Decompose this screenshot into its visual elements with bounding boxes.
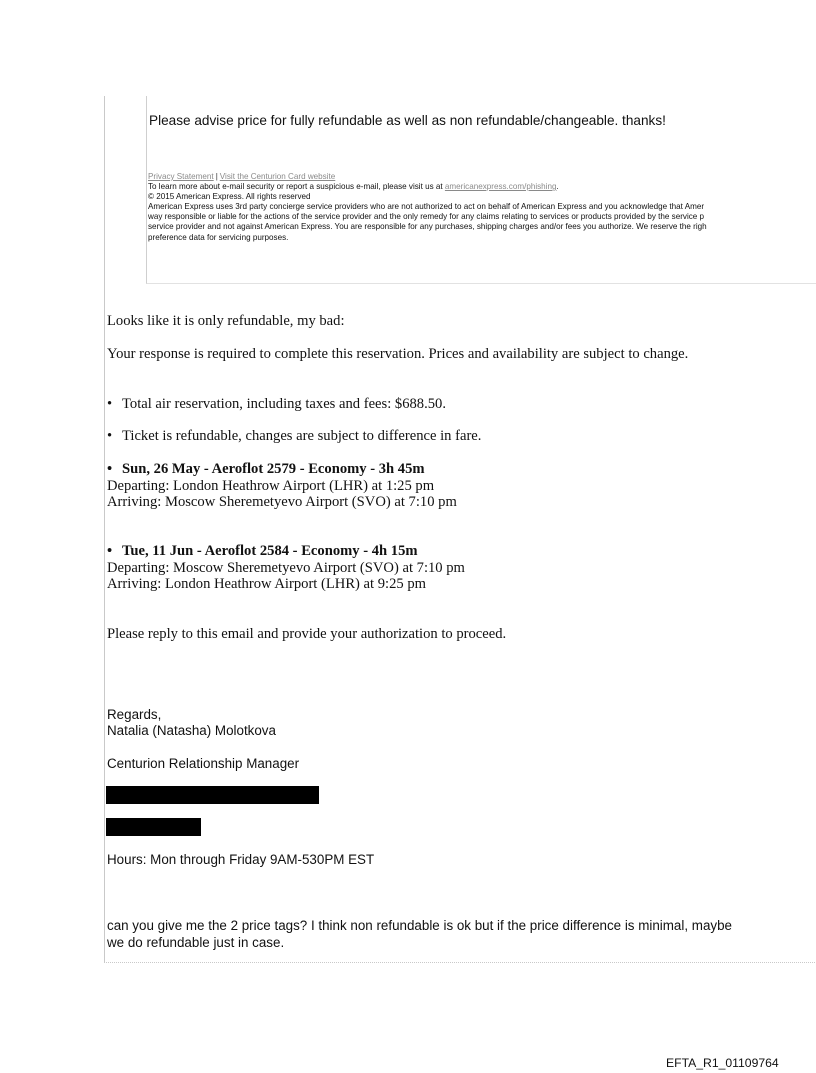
quoted-request-text: Please advise price for fully refundable as well as non refundable/changeable. thanks! (149, 113, 666, 128)
legal-disclaimer-line: preference data for servicing purposes. (148, 232, 289, 242)
legal-disclaimer-line: way responsible or liable for the actions of the service provider and the only remedy for any claims relating to services or products provided by the service p (148, 212, 705, 222)
bullet-icon: • (107, 396, 113, 412)
flight-return (107, 543, 465, 593)
legal-links (148, 172, 816, 182)
bullet-icon: • (107, 461, 113, 477)
flight-heading: Sun, 26 May - Aeroflot 2579 - Economy - 3h 45m (122, 461, 425, 477)
refund-note-item (107, 428, 481, 445)
flight-arriving: Arriving: London Heathrow Airport (LHR) at 9:25 pm (107, 576, 426, 592)
signature-regards: Regards, (107, 707, 162, 722)
reply-intro: Looks like it is only refundable, my bad: (107, 313, 345, 329)
flight-arriving: Arriving: Moscow Sheremetyevo Airport (SVO) at 7:10 pm (107, 494, 457, 510)
bullet-icon: • (107, 428, 113, 444)
link-separator: | (215, 172, 218, 181)
flight-departing: Departing: Moscow Sheremetyevo Airport (SVO) at 7:10 pm (107, 559, 465, 576)
legal-security-text: To learn more about e-mail security or report a suspicious e-mail, please visit us at (148, 182, 445, 192)
flight-departing: Departing: London Heathrow Airport (LHR) at 1:25 pm (107, 477, 435, 494)
flight-heading: Tue, 11 Jun - Aeroflot 2584 - Economy - 4h 15m (122, 543, 418, 559)
document-id: EFTA_R1_01109764 (666, 1056, 779, 1070)
authorization-request: Please reply to this email and provide your authorization to proceed. (107, 626, 507, 642)
phishing-link[interactable]: americanexpress.com/phishing (444, 182, 557, 192)
legal-disclaimer-line: American Express uses 3rd party concierge service providers who are not authorized to act on behalf of American Express and you acknowledge that Amer (148, 202, 705, 212)
legal-security-line (148, 182, 816, 192)
signature-hours: Hours: Mon through Friday 9AM-530PM EST (107, 852, 375, 867)
legal-footer (148, 172, 816, 243)
redaction-bar (106, 786, 319, 804)
redaction-bar (106, 818, 201, 836)
bullet-icon: • (107, 543, 113, 559)
privacy-statement-link[interactable]: Privacy Statement (148, 172, 214, 181)
legal-security-suffix: . (556, 182, 559, 192)
earlier-message: can you give me the 2 price tags? I think non refundable is ok but if the price difference is minimal, maybe we do refundable just in case. (107, 918, 732, 950)
total-price-text: Total air reservation, including taxes and fees: $688.50. (122, 396, 446, 412)
signature-name: Natalia (Natasha) Molotkova (107, 723, 276, 738)
total-price-item (107, 396, 446, 413)
signature-title: Centurion Relationship Manager (107, 756, 300, 771)
response-required-text: Your response is required to complete this reservation. Prices and availability are subject to change. (107, 346, 689, 362)
legal-disclaimer-line: service provider and not against American Express. You are responsible for any purchases, shipping charges and/or fees you authorize. We reserve the righ (148, 222, 707, 232)
refund-note-text: Ticket is refundable, changes are subject to difference in fare. (122, 428, 482, 444)
legal-copyright: © 2015 American Express. All rights reserved (148, 192, 311, 202)
flight-outbound (107, 461, 457, 511)
centurion-website-link[interactable]: Visit the Centurion Card website (219, 172, 336, 181)
